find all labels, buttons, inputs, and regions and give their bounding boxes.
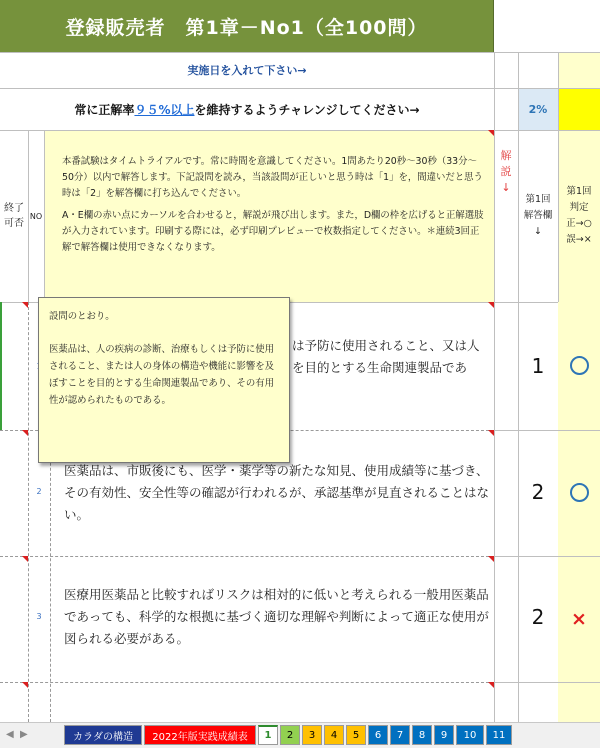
sheet-tab-3[interactable]: 1 [258, 725, 278, 745]
grid-line [0, 52, 600, 53]
answer-hdr-line2: 解答欄 [523, 210, 553, 221]
sheet-tab-11[interactable]: 9 [434, 725, 454, 745]
answer-cell[interactable]: 1 [531, 354, 545, 378]
rate-suffix: を維持するようチャレンジしてください→ [194, 102, 420, 117]
date-prompt: 実施日を入れて下さい→ [187, 64, 307, 77]
scroll-tabs-left-icon[interactable]: ◀ [6, 729, 14, 740]
end-status-header [0, 130, 28, 302]
circle-icon [570, 356, 589, 375]
circle-icon [570, 483, 589, 502]
question-number: 3 [36, 612, 42, 621]
header-blank-cell[interactable] [494, 0, 600, 52]
question-text-line1: は予防に使用されること、又は人 [292, 338, 480, 353]
judge-mark [558, 483, 600, 506]
grid-line [0, 88, 600, 89]
answer-cell[interactable]: 2 [531, 605, 545, 629]
grid-line [44, 130, 45, 302]
sheet-tab-7[interactable]: 5 [346, 725, 366, 745]
judge-mark [558, 608, 600, 630]
instructions-para2: A・E欄の赤い点にカーソルを合わせると，解説が飛び出します。また，D欄の枠を広げると正解選肢が入力されています。印刷する際には，必ず印刷プレビューで枚数指定してください。＊連続3回正解で解答欄は使用できなくなります。 [62, 210, 484, 253]
answer-hdr-line3: ↓ [534, 226, 542, 237]
sheet-tab-5[interactable]: 3 [302, 725, 322, 745]
sheet-tab-2[interactable]: 2022年版実践成績表 [144, 725, 256, 745]
comment-indicator-icon[interactable] [22, 302, 28, 308]
explanation-header [494, 130, 518, 302]
sheet-tab-10[interactable]: 8 [412, 725, 432, 745]
grid-line [494, 682, 600, 683]
sheet-tab-8[interactable]: 6 [368, 725, 388, 745]
question-number: 2 [36, 487, 42, 496]
comment-indicator-icon[interactable] [22, 682, 28, 688]
scroll-tabs-right-icon[interactable]: ▶ [20, 729, 28, 740]
answer-column-header [518, 130, 558, 302]
comment-indicator-icon[interactable] [488, 682, 494, 688]
question-text[interactable] [292, 335, 488, 379]
highlight-cell[interactable] [558, 88, 600, 130]
grid-line [494, 52, 495, 722]
judge-hdr-line4: 誤→× [566, 234, 592, 245]
judge-mark [558, 356, 600, 379]
judge-column-header [558, 130, 600, 302]
sheet-tab-bar [0, 722, 600, 748]
end-label-line2: 可否 [4, 218, 24, 229]
rate-highlight: ９５%以上 [134, 102, 195, 117]
sheet-tab-9[interactable]: 7 [390, 725, 410, 745]
sheet-tab-1[interactable]: カラダの構造 [64, 725, 142, 745]
judge-date-cell[interactable] [558, 52, 600, 88]
judge-cell[interactable] [558, 682, 600, 722]
end-label-line1: 終了 [4, 203, 24, 214]
number-header: NO [29, 211, 43, 221]
question-text-line2: を目的とする生命関連製品であ [292, 360, 468, 375]
comment-indicator-icon[interactable] [488, 430, 494, 436]
judge-hdr-line1: 第1回 [566, 186, 592, 197]
grid-line [0, 130, 600, 131]
tooltip-line1: 設問のとおり。 [49, 311, 115, 322]
kaisetsu-char-1: 解 [500, 149, 512, 162]
row-separator [0, 682, 494, 683]
question-text[interactable]: 医薬品は、市販後にも、医学・薬学等の新たな知見、使用成績等に基づき、その有効性、安全性等の確認が行われるが、承認基準が見直されることはない。 [64, 463, 490, 522]
sheet-tab-6[interactable]: 4 [324, 725, 344, 745]
judge-hdr-line2: 判定 [569, 202, 589, 213]
grid-line [494, 556, 600, 557]
kaisetsu-char-2: 説 [500, 165, 512, 178]
comment-indicator-icon[interactable] [22, 430, 28, 436]
accuracy-goal-text [0, 88, 494, 130]
accuracy-percent-cell[interactable]: 2% [518, 88, 558, 130]
comment-indicator-icon[interactable] [488, 130, 494, 136]
rate-prefix: 常に正解率 [74, 102, 135, 117]
kaisetsu-arrow: ↓ [501, 181, 511, 194]
judge-hdr-line3: 正→○ [566, 218, 592, 229]
cross-icon: × [571, 608, 587, 630]
sheet-title: 登録販売者 第1章－No1（全100問） [0, 0, 494, 52]
sheet-tab-4[interactable]: 2 [280, 725, 300, 745]
sheet-tab-13[interactable]: 11 [486, 725, 512, 745]
row-separator [0, 556, 494, 557]
instructions-note [44, 130, 494, 302]
comment-indicator-icon[interactable] [488, 556, 494, 562]
instructions-para1: 本番試験はタイムトライアルです。常に時間を意識してください。1問あたり20秒～30秒（33分～50分）以内で解答します。下記設問を読み，当該設問が正しいと思う時は「1」を，間違いだと思う時は「2」を解答欄に打ち込んでください。 [62, 156, 483, 199]
answer-hdr-line1: 第1回 [525, 194, 551, 205]
grid-line [28, 130, 29, 302]
comment-indicator-icon[interactable] [22, 556, 28, 562]
answer-cell[interactable]: 2 [531, 480, 545, 504]
grid-line [494, 430, 600, 431]
comment-tooltip [38, 297, 290, 463]
tooltip-line2: 医薬品は、人の疾病の診断、治療もしくは予防に使用されること、または人の身体の構造や機能に影響を及ぼすことを目的とする生命関連製品であり、その有用性が認められたものである。 [49, 344, 275, 406]
sheet-tab-12[interactable]: 10 [456, 725, 484, 745]
question-text[interactable]: 医療用医薬品と比較すればリスクは相対的に低いと考えられる一般用医薬品であっても、科学的な根拠に基づく適切な理解や判断によって適正な使用が図られる必要がある。 [64, 587, 489, 646]
selection-indicator [0, 302, 2, 430]
comment-indicator-icon[interactable] [488, 302, 494, 308]
